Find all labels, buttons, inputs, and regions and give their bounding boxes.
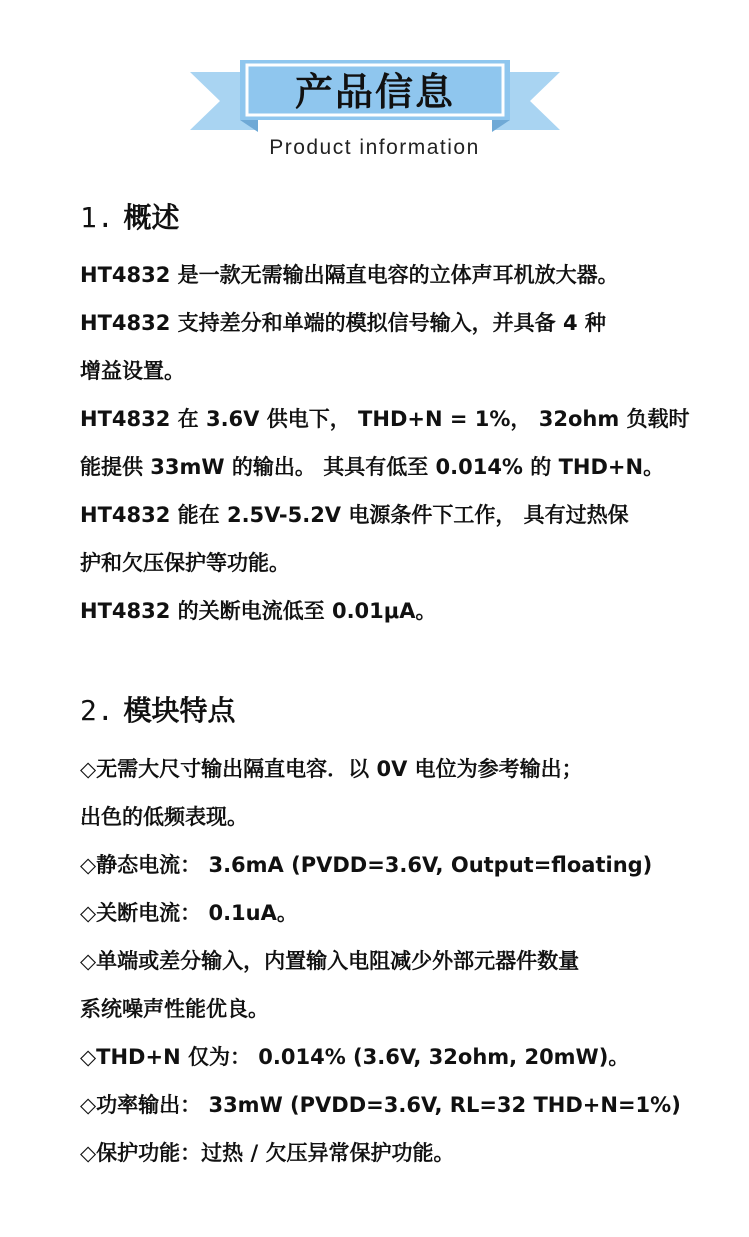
feature-line: ◇保护功能：过热 / 欠压异常保护功能。 [80,1141,455,1165]
section-overview [80,194,720,242]
feature-line: 系统噪声性能优良。 [80,997,269,1021]
overview-line: HT4832 是一款无需输出隔直电容的立体声耳机放大器。 [80,263,619,287]
section-title [80,687,720,735]
section-heading: 概述 [123,201,180,234]
overview-line: 能提供 33mW 的输出。 其具有低至 0.014% 的 THD+N。 [80,455,665,479]
overview-lines [80,251,720,635]
feature-line: ◇功率输出： 33mW (PVDD=3.6V, RL=32 THD+N=1%) [80,1093,681,1117]
overview-line: 增益设置。 [80,359,185,383]
feature-line: ◇单端或差分输入，内置输入电阻减少外部元器件数量 [80,949,580,973]
section-number: 1. [80,201,114,234]
overview-line: HT4832 在 3.6V 供电下， THD+N = 1%， 32ohm 负载时 [80,407,690,431]
feature-line: 出色的低频表现。 [80,805,248,829]
header-banner [0,0,749,175]
section-heading: 模块特点 [123,694,236,727]
overview-line: HT4832 支持差分和单端的模拟信号输入，并具备 4 种 [80,311,606,335]
feature-line: ◇无需大尺寸输出隔直电容．以 0V 电位为参考输出； [80,757,583,781]
section-features [80,687,720,735]
page-subtitle: Product information [269,136,480,159]
feature-lines [80,745,720,1177]
feature-line: ◇静态电流： 3.6mA (PVDD=3.6V, Output=floating) [80,853,653,877]
overview-line: 护和欠压保护等功能。 [80,551,290,575]
section-number: 2. [80,694,114,727]
overview-line: HT4832 的关断电流低至 0.01μA。 [80,599,437,623]
page-title: 产品信息 [294,70,455,114]
feature-line: ◇关断电流： 0.1uA。 [80,901,298,925]
section-title [80,194,720,242]
overview-line: HT4832 能在 2.5V-5.2V 电源条件下工作， 具有过热保 [80,503,629,527]
feature-line: ◇THD+N 仅为： 0.014% (3.6V, 32ohm, 20mW)。 [80,1045,630,1069]
